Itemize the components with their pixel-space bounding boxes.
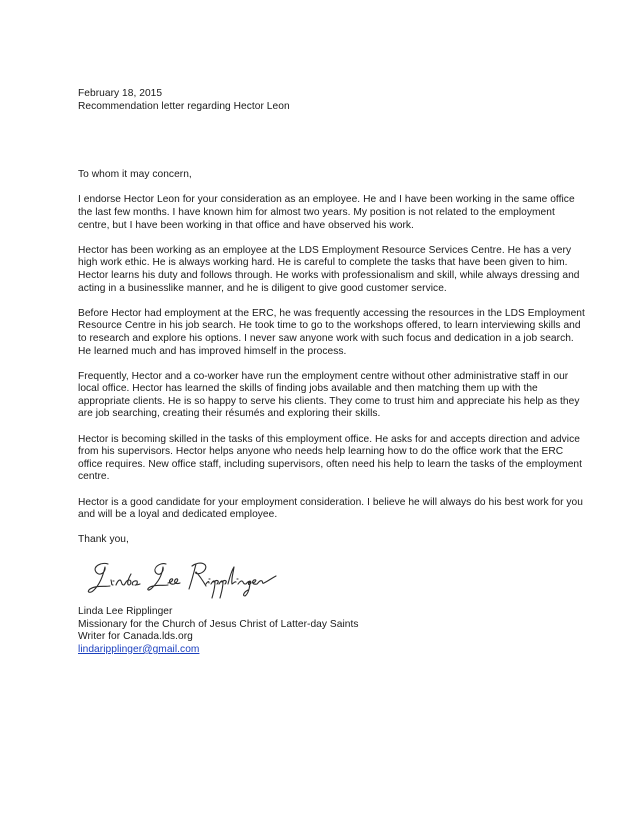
paragraph-1: I endorse Hector Leon for your consideration as an employee. He and I have been working in the same office the last few months. I have known him for almost two years. My position is not related to the employment centre, but I have been working in that office and have observed his work. <box>78 194 575 231</box>
paragraph-4: Frequently, Hector and a co-worker have run the employment centre without other administrative staff in our local office. Hector has learned the skills of finding jobs available and then matching them up with the appropriate clients. He is so happy to serve his clients. They come to trust him and appreciate his help as they are job searching, creating their résumés and exploring their skills. <box>78 370 580 420</box>
paragraph-2: Hector has been working as an employee at the LDS Employment Resource Services Centre. He has a very high work ethic. He is always working hard. He is careful to complete the tasks that have been given to him. Hector learns his duty and follows through. He works with professionalism and skill, while always dressing and acting in a businesslike manner, and he is diligent to give good customer service. <box>78 244 580 294</box>
letter-header <box>78 88 568 113</box>
signer-title: Missionary for the Church of Jesus Christ of Latter-day Saints <box>78 618 359 630</box>
signer-email-link[interactable]: lindaripplinger@gmail.com <box>78 643 200 655</box>
letter-body <box>78 88 585 656</box>
letter-subject: Recommendation letter regarding Hector Leon <box>78 100 290 112</box>
closing: Thank you, <box>78 534 129 546</box>
signer-name: Linda Lee Ripplinger <box>78 606 173 617</box>
signer-role: Writer for Canada.lds.org <box>78 631 193 643</box>
letter-date: February 18, 2015 <box>78 88 163 99</box>
handwritten-signature <box>78 550 278 604</box>
paragraph-3: Before Hector had employment at the ERC, he was frequently accessing the resources in the LDS Employment Resource Centre in his job search. He took time to go to the workshops offered, to learn interviewing skills and to research and explore his options. I never saw anyone work with such focus and dedication in a job search. He learned much and has improved himself in the process. <box>78 307 585 357</box>
paragraph-5: Hector is becoming skilled in the tasks of this employment office. He asks for and accepts direction and advice from his supervisors. Hector helps anyone who needs help learning how to do the office work that the ERC office requires. New office staff, including supervisors, often need his help to learn the tasks of the employment centre. <box>78 433 583 483</box>
signer-block <box>78 606 568 656</box>
salutation: To whom it may concern, <box>78 169 192 181</box>
paragraph-6: Hector is a good candidate for your employment consideration. I believe he will always do his best work for you and will be a loyal and dedicated employee. <box>78 496 583 521</box>
